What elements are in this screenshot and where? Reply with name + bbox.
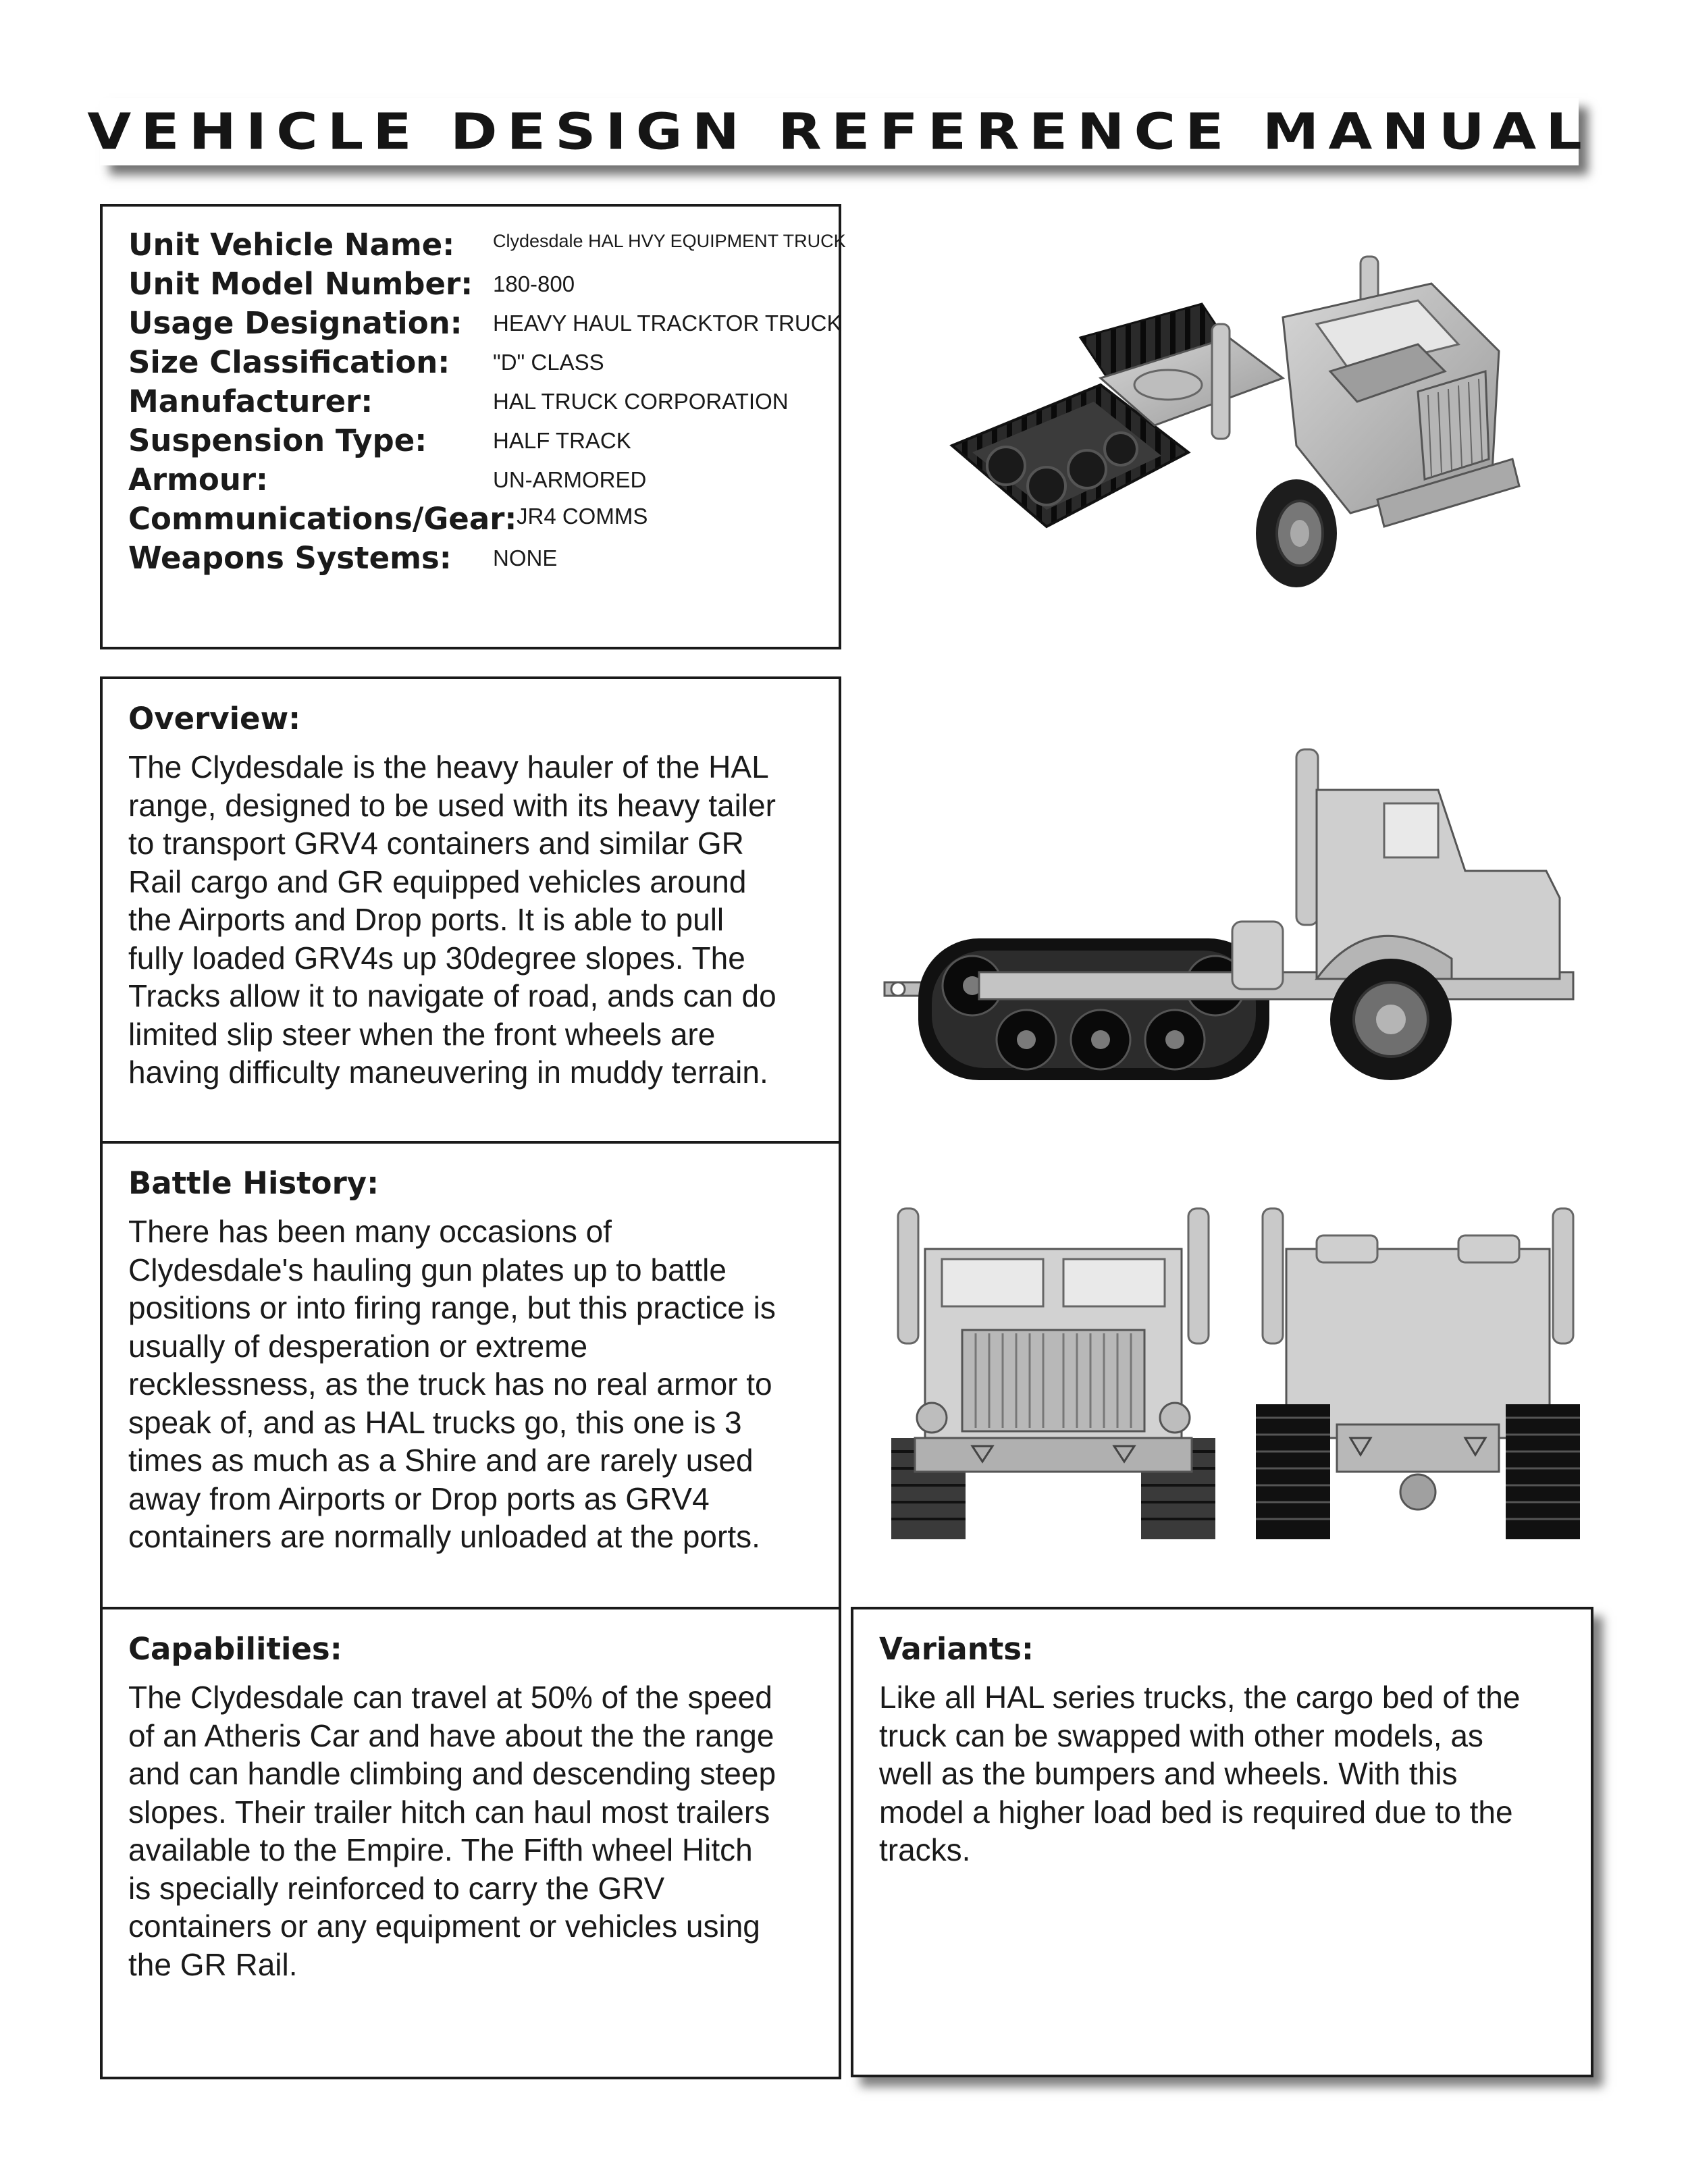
text-line: well as the bumpers and wheels. With this — [879, 1756, 1458, 1791]
text-line: and can handle climbing and descending steep — [128, 1756, 776, 1791]
text-line: limited slip steer when the front wheels are — [128, 1016, 716, 1052]
spec-value: 180-800 — [493, 271, 575, 296]
spec-label: Unit Model Number: — [128, 266, 473, 302]
text-line: speak of, and as HAL trucks go, this one is 3 — [128, 1404, 742, 1440]
spec-row — [128, 540, 830, 579]
title-banner — [87, 98, 1591, 165]
truck-front-illustration — [878, 1195, 1229, 1546]
battle-history-title: Battle History: — [128, 1165, 379, 1201]
spec-row — [128, 423, 830, 462]
text-line: range, designed to be used with its heavy tailer — [128, 787, 776, 823]
spec-row — [128, 305, 842, 344]
text-line: is specially reinforced to carry the GRV — [128, 1870, 665, 1906]
spec-label: Usage Designation: — [128, 305, 463, 341]
truck-side-illustration — [871, 736, 1587, 1087]
spec-value: UN-ARMORED — [493, 467, 647, 492]
spec-value: NONE — [493, 545, 558, 570]
truck-isometric-illustration — [945, 243, 1539, 648]
spec-value: "D" CLASS — [493, 350, 604, 375]
spec-row — [128, 462, 830, 501]
variants-box — [851, 1607, 1593, 2077]
text-line: away from Airports or Drop ports as GRV4 — [128, 1481, 710, 1516]
spec-label: Unit Vehicle Name: — [128, 227, 455, 263]
text-line: truck can be swapped with other models, as — [879, 1717, 1483, 1753]
text-line: having difficulty maneuvering in muddy terrain. — [128, 1055, 768, 1090]
text-line: usually of desperation or extreme — [128, 1328, 588, 1364]
text-line: fully loaded GRV4s up 30degree slopes. The — [128, 940, 745, 976]
spec-row — [128, 266, 830, 305]
variants-body — [879, 1678, 1571, 1869]
spec-label: Armour: — [128, 462, 269, 498]
spec-row — [128, 501, 830, 540]
spec-box — [100, 204, 846, 649]
text-line: The Clydesdale is the heavy hauler of the HAL — [128, 749, 769, 784]
text-line: available to the Empire. The Fifth wheel Hitch — [128, 1832, 753, 1867]
text-line: The Clydesdale can travel at 50% of the speed — [128, 1680, 772, 1715]
overview-box — [100, 676, 841, 1144]
text-line: the Airports and Drop ports. It is able to pull — [128, 902, 724, 937]
spec-row — [128, 344, 830, 383]
text-line: the GR Rail. — [128, 1946, 298, 1982]
capabilities-title: Capabilities: — [128, 1631, 342, 1667]
capabilities-body — [128, 1678, 818, 1983]
page-title: VEHICLE DESIGN REFERENCE MANUAL — [87, 102, 1591, 161]
spec-value: HALF TRACK — [493, 428, 631, 453]
spec-label: Manufacturer: — [128, 383, 373, 419]
spec-row — [128, 227, 846, 266]
text-line: positions or into firing range, but this practice is — [128, 1290, 776, 1325]
spec-value: Clydesdale HAL HVY EQUIPMENT TRUCK — [493, 231, 846, 251]
overview-body — [128, 748, 818, 1092]
text-line: containers or any equipment or vehicles using — [128, 1909, 760, 1944]
text-line: model a higher load bed is required due to the — [879, 1794, 1513, 1830]
spec-value: HEAVY HAUL TRACKTOR TRUCK — [493, 311, 842, 336]
variants-title: Variants: — [879, 1631, 1034, 1667]
text-line: slopes. Their trailer hitch can haul most trailers — [128, 1794, 770, 1830]
battle-history-box — [100, 1141, 841, 1609]
text-line: containers are normally unloaded at the ports. — [128, 1519, 760, 1554]
text-line: tracks. — [879, 1832, 971, 1867]
capabilities-box — [100, 1607, 841, 2079]
truck-rear-illustration — [1249, 1195, 1587, 1546]
spec-label: Size Classification: — [128, 344, 450, 380]
text-line: Rail cargo and GR equipped vehicles around — [128, 863, 747, 899]
spec-label: Communications/Gear: — [128, 501, 517, 537]
text-line: recklessness, as the truck has no real armor to — [128, 1366, 772, 1402]
text-line: to transport GRV4 containers and similar GR — [128, 826, 744, 861]
spec-value: HAL TRUCK CORPORATION — [493, 389, 789, 414]
spec-label: Weapons Systems: — [128, 540, 452, 576]
text-line: Clydesdale's hauling gun plates up to battle — [128, 1252, 727, 1287]
text-line: Like all HAL series trucks, the cargo bed of the — [879, 1680, 1521, 1715]
spec-value: JR4 COMMS — [517, 504, 648, 529]
battle-history-body — [128, 1213, 818, 1556]
spec-label: Suspension Type: — [128, 423, 427, 458]
text-line: There has been many occasions of — [128, 1214, 612, 1249]
text-line: times as much as a Shire and are rarely used — [128, 1443, 754, 1478]
text-line: Tracks allow it to navigate of road, ands can do — [128, 978, 776, 1013]
text-line: of an Atheris Car and have about the the range — [128, 1717, 774, 1753]
overview-title: Overview: — [128, 701, 301, 737]
spec-row — [128, 383, 830, 423]
